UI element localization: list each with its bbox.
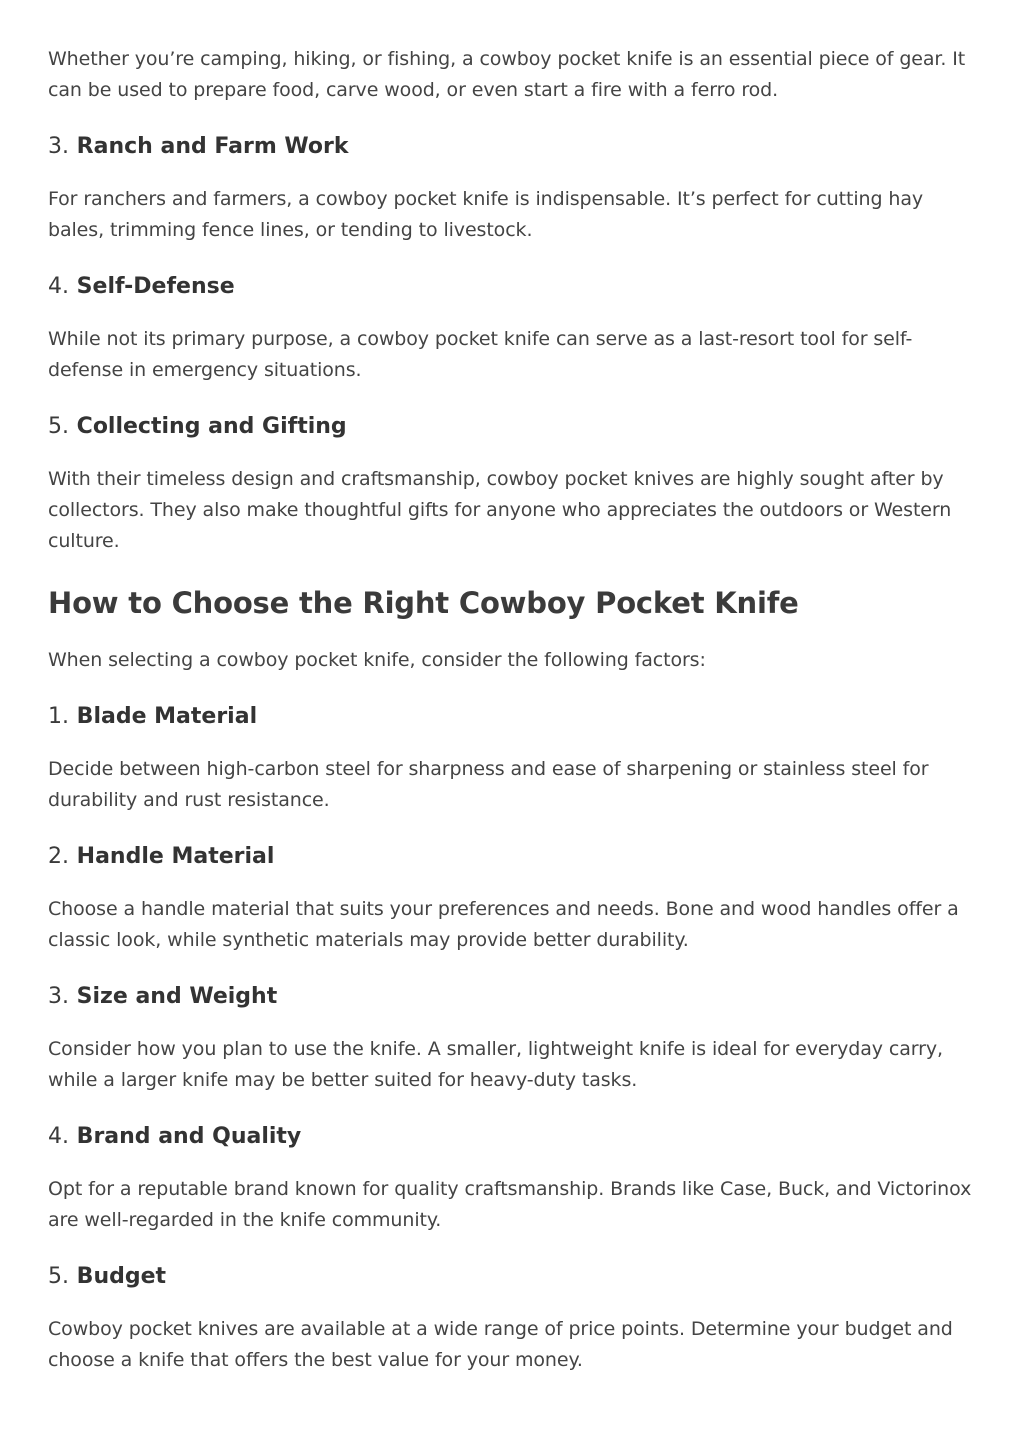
paragraph-outdoor-use: Whether you’re camping, hiking, or fishing, a cowboy pocket knife is an essential piece of gear. It can be used to prepare food, carve wood, or even start a fire with a ferro rod. <box>48 48 966 101</box>
heading-blade-material <box>48 702 976 732</box>
heading-title: Size and Weight <box>76 984 278 1009</box>
list-number: 3. <box>48 984 69 1009</box>
list-number: 4. <box>48 1124 69 1149</box>
paragraph-intro-factors: When selecting a cowboy pocket knife, consider the following factors: <box>48 649 706 671</box>
heading-budget <box>48 1262 976 1292</box>
heading-title: Brand and Quality <box>76 1124 302 1149</box>
list-number: 3. <box>48 134 69 159</box>
section-heading-how-to-choose: How to Choose the Right Cowboy Pocket Knife <box>48 586 799 620</box>
list-number: 5. <box>48 414 69 439</box>
paragraph-collecting-gifting: With their timeless design and craftsmanship, cowboy pocket knives are highly sought after by collectors. They also make thoughtful gifts for anyone who appreciates the outdoors or Western culture. <box>48 468 952 552</box>
paragraph-blade-material: Decide between high-carbon steel for sharpness and ease of sharpening or stainless steel for durability and rust resistance. <box>48 758 929 811</box>
heading-title: Collecting and Gifting <box>76 414 347 439</box>
heading-title: Self-Defense <box>76 274 235 299</box>
heading-title: Budget <box>76 1264 167 1289</box>
heading-self-defense <box>48 272 976 302</box>
heading-title: Ranch and Farm Work <box>76 134 349 159</box>
heading-collecting-gifting <box>48 412 976 442</box>
list-number: 4. <box>48 274 69 299</box>
heading-size-weight <box>48 982 976 1012</box>
paragraph-ranch-farm-work: For ranchers and farmers, a cowboy pocket knife is indispensable. It’s perfect for cutting hay bales, trimming fence lines, or tending to livestock. <box>48 188 924 241</box>
paragraph-budget: Cowboy pocket knives are available at a wide range of price points. Determine your budget and choose a knife that offers the best value for your money. <box>48 1318 953 1371</box>
heading-ranch-farm-work <box>48 132 976 162</box>
list-number: 5. <box>48 1264 69 1289</box>
paragraph-self-defense: While not its primary purpose, a cowboy pocket knife can serve as a last-resort tool for self-defense in emergency situations. <box>48 328 913 381</box>
heading-title: Handle Material <box>76 844 275 869</box>
heading-brand-quality <box>48 1122 976 1152</box>
paragraph-handle-material: Choose a handle material that suits your preferences and needs. Bone and wood handles offer a classic look, while synthetic materials may provide better durability. <box>48 898 959 951</box>
paragraph-size-weight: Consider how you plan to use the knife. A smaller, lightweight knife is ideal for everyday carry, while a larger knife may be better suited for heavy-duty tasks. <box>48 1038 943 1091</box>
heading-handle-material <box>48 842 976 872</box>
paragraph-brand-quality: Opt for a reputable brand known for quality craftsmanship. Brands like Case, Buck, and Victorinox are well-regarded in the knife community. <box>48 1178 972 1231</box>
heading-title: Blade Material <box>76 704 258 729</box>
list-number: 1. <box>48 704 69 729</box>
list-number: 2. <box>48 844 69 869</box>
